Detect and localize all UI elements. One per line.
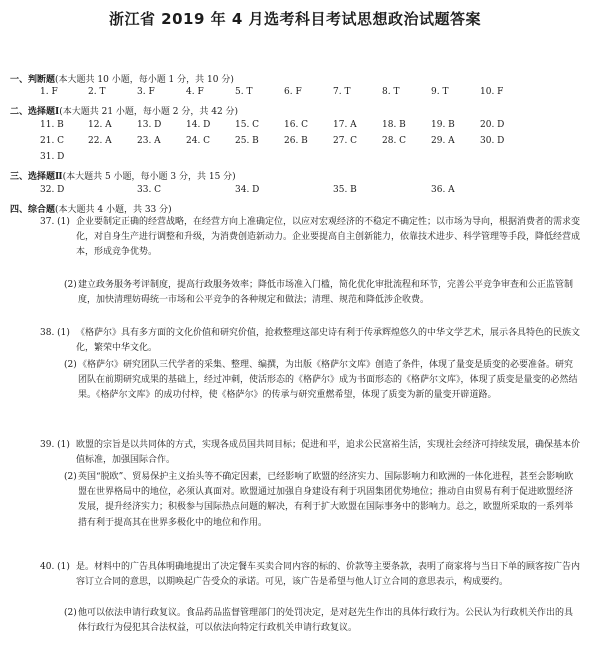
answer-item: 34. D bbox=[235, 185, 260, 195]
essay-answer: 是。材料中的广告具体明确地提出了决定餐车买卖合同内容的标的、价款等主要条款，表明了商家将与当日下单的顾客按广告内容订立合同的意思，以期唤起广告受众的承诺。可见，该广告是希望与他人订立合同的意思表示，构成要约。 bbox=[76, 562, 581, 588]
answer-item: 26. B bbox=[284, 136, 308, 146]
answer-item: 11. B bbox=[40, 120, 64, 130]
answer-item: 18. B bbox=[382, 120, 406, 130]
essay-number: 38. (1) bbox=[40, 328, 70, 338]
answer-item: 20. D bbox=[480, 120, 505, 130]
section-3-heading bbox=[10, 169, 236, 182]
answer-item: 4. F bbox=[186, 87, 204, 97]
answer-item: 35. B bbox=[333, 185, 357, 195]
essay-answer: 《格萨尔》研究团队三代学者的采集、整理、编撰，为出版《格萨尔文库》创造了条件，体现了量变是质变的必要准备。研究团队在前期研究成果的基础上，经过冲刺，使活形态的《格萨尔》成为书面形态的《格萨尔文库》，体现了质变是量变的必然结果。《格萨尔文库》的成功付梓，使《格萨尔》的传承与研究重燃希望，体现了质变为新的量变开辟道路。 bbox=[78, 360, 578, 401]
section-2-heading bbox=[10, 104, 238, 117]
answer-item: 29. A bbox=[431, 136, 455, 146]
essay-40-1 bbox=[40, 560, 580, 590]
essay-40-2 bbox=[64, 606, 580, 636]
section-4-note: (本大题共 4 小题，共 33 分) bbox=[55, 205, 172, 215]
essay-number: (2) bbox=[64, 472, 77, 482]
answer-item: 14. D bbox=[186, 120, 211, 130]
answer-item: 21. C bbox=[40, 136, 65, 146]
essay-number: 40. (1) bbox=[40, 562, 70, 572]
essay-number: (2) bbox=[64, 280, 77, 290]
section-1-note: (本大题共 10 小题，每小题 1 分，共 10 分) bbox=[55, 75, 234, 85]
answer-item: 16. C bbox=[284, 120, 309, 130]
answer-item: 1. F bbox=[40, 87, 58, 97]
essay-number: 37. (1) bbox=[40, 217, 70, 227]
answer-item: 13. D bbox=[137, 120, 162, 130]
essay-38-1 bbox=[40, 326, 580, 356]
answer-item: 36. A bbox=[431, 185, 455, 195]
essay-answer: 《格萨尔》具有多方面的文化价值和研究价值，抢救整理这部史诗有利于传承辉煌悠久的中华文学艺术，展示各具特色的民族文化，繁荣中华文化。 bbox=[76, 328, 581, 354]
answer-item: 22. A bbox=[88, 136, 112, 146]
essay-number: (2) bbox=[64, 608, 77, 618]
essay-answer: 他可以依法申请行政复议。食品药品监督管理部门的处罚决定，是对赵先生作出的具体行政行为。公民认为行政机关作出的具体行政行为侵犯其合法权益，可以依法向特定行政机关申请行政复议。 bbox=[78, 608, 574, 634]
answer-item: 23. A bbox=[137, 136, 161, 146]
essay-37-2 bbox=[64, 278, 580, 308]
essay-answer: 企业要制定正确的经营战略，在经营方向上准确定位，以应对宏观经济的不稳定不确定性；以市场为导向，根据消费者的需求变化，对自身生产进行调整和升级，为消费创造新动力。企业要提高自主创新能力，依靠技术进步、科学管理等手段，降低经营成本，形成竞争优势。 bbox=[76, 217, 581, 258]
essay-answer: 建立政务服务考评制度，提高行政服务效率；降低市场准入门槛，简化优化审批流程和环节，完善公平竞争审查和公正监管制度，加快清理妨碍统一市场和公平竞争的各种规定和做法；清理、规范和降低涉企收费。 bbox=[78, 280, 574, 306]
section-1-name: 一、判断题 bbox=[10, 75, 56, 85]
section-4-heading bbox=[10, 202, 172, 215]
answer-item: 7. T bbox=[333, 87, 351, 97]
answer-item: 10. F bbox=[480, 87, 504, 97]
answer-item: 19. B bbox=[431, 120, 455, 130]
essay-37-1 bbox=[40, 215, 580, 261]
answer-item: 33. C bbox=[137, 185, 162, 195]
answer-item: 31. D bbox=[40, 152, 65, 162]
answer-item: 30. D bbox=[480, 136, 505, 146]
essay-number: (2) bbox=[64, 360, 77, 370]
answer-item: 24. C bbox=[186, 136, 211, 146]
answer-item: 12. A bbox=[88, 120, 112, 130]
section-1-heading bbox=[10, 72, 234, 85]
answer-item: 5. T bbox=[235, 87, 253, 97]
answer-item: 32. D bbox=[40, 185, 65, 195]
essay-38-2 bbox=[64, 358, 580, 404]
answer-item: 27. C bbox=[333, 136, 358, 146]
answer-item: 15. C bbox=[235, 120, 260, 130]
essay-answer: 欧盟的宗旨是以共同体的方式，实现各成员国共同目标；促进和平，追求公民富裕生活，实现社会经济可持续发展，确保基本价值标准，加强国际合作。 bbox=[76, 440, 581, 466]
section-2-note: (本大题共 21 小题，每小题 2 分，共 42 分) bbox=[59, 107, 239, 117]
answer-item: 6. F bbox=[284, 87, 302, 97]
essay-39-1 bbox=[40, 438, 580, 468]
answer-item: 17. A bbox=[333, 120, 357, 130]
answer-item: 28. C bbox=[382, 136, 407, 146]
answer-item: 9. T bbox=[431, 87, 449, 97]
answer-item: 2. T bbox=[88, 87, 106, 97]
answer-item: 25. B bbox=[235, 136, 259, 146]
answer-item: 3. F bbox=[137, 87, 155, 97]
section-3-name: 三、选择题Ⅱ bbox=[10, 172, 63, 182]
section-2-name: 二、选择题Ⅰ bbox=[10, 107, 60, 117]
section-3-note: (本大题共 5 小题，每小题 3 分，共 15 分) bbox=[62, 172, 236, 182]
essay-number: 39. (1) bbox=[40, 440, 70, 450]
page-title: 浙江省 2019 年 4 月选考科目考试思想政治试题答案 bbox=[108, 10, 482, 28]
essay-39-2 bbox=[64, 470, 580, 531]
section-4-name: 四、综合题 bbox=[10, 205, 56, 215]
essay-answer: 英国“脱欧”、贸易保护主义抬头等不确定因素，已经影响了欧盟的经济实力、国际影响力和欧洲的一体化进程，甚至会影响欧盟在世界格局中的地位，必须认真面对。欧盟通过加强自身建设有利于巩固集团优势地位；推动自由贸易有利于促进欧盟经济发展，提升经济实力；积极参与国际热点问题的解决，有利于扩大欧盟在国际事务中的影响力。总之，欧盟所采取的一系列举措有利于提高其在世界多极化中的地位和作用。 bbox=[78, 472, 574, 528]
answer-item: 8. T bbox=[382, 87, 400, 97]
